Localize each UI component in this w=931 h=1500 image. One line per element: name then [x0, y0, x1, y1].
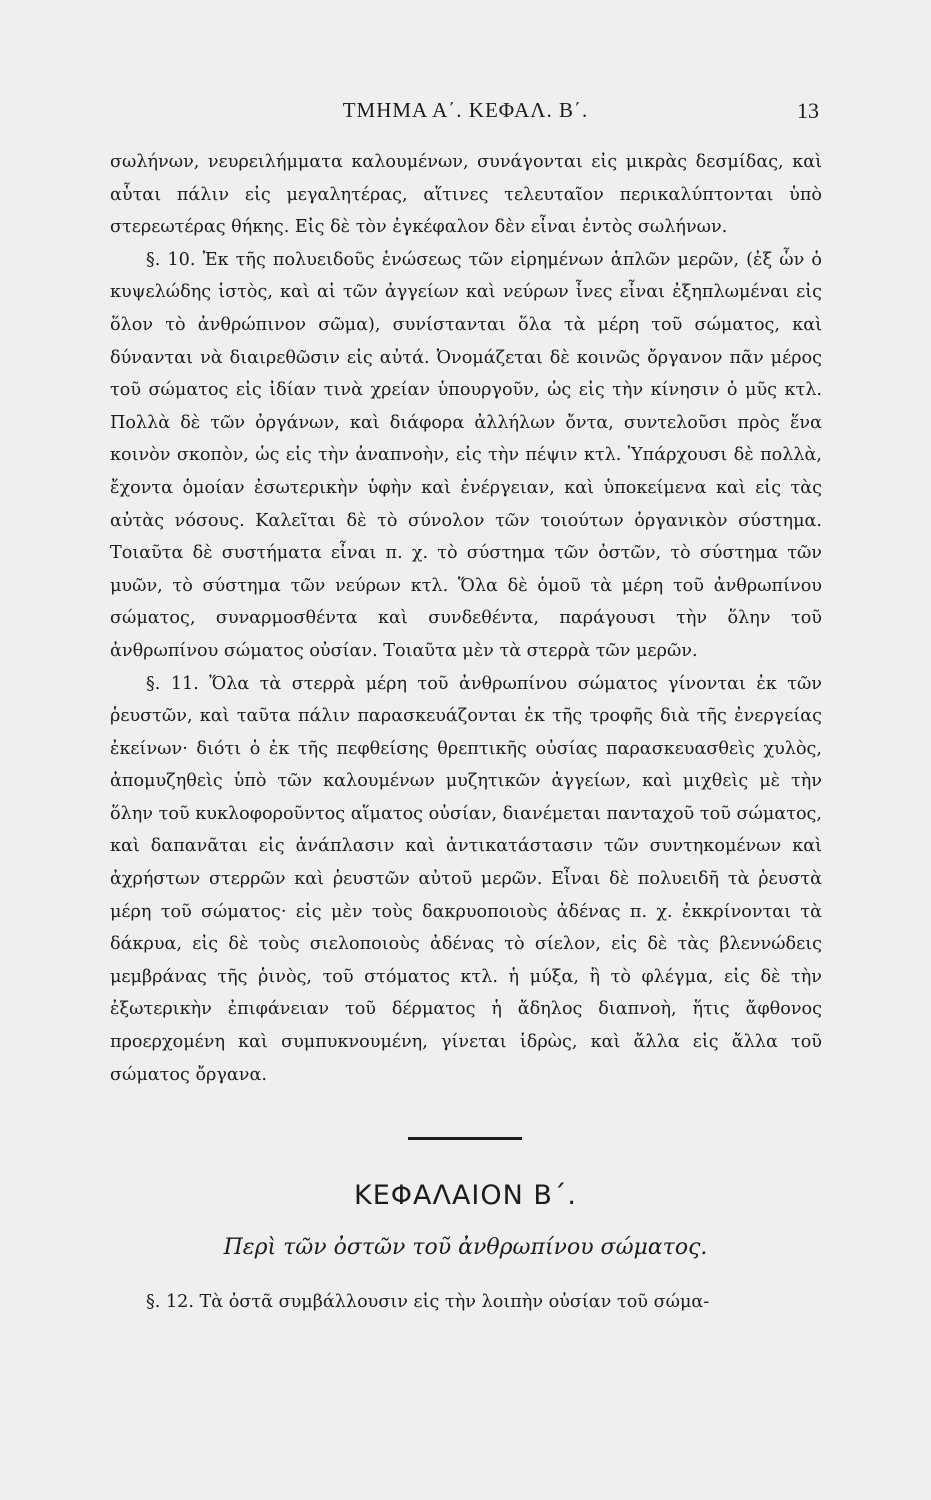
chapter-subtitle: Περὶ τῶν ὀστῶν τοῦ ἀνθρωπίνου σώματος. — [223, 1235, 708, 1260]
running-title: ΤΜΗΜΑ Α΄. ΚΕΦΑΛ. Β΄. — [342, 98, 589, 122]
running-head — [0, 98, 931, 128]
paragraph-section-11: §. 11. Ὅλα τὰ στερρὰ μέρη τοῦ ἀνθρωπίνου σώματος γίνονται ἐκ τῶν ῥευστῶν, καὶ ταῦτα πάλιν παρασκευάζονται ἐκ τῆς τροφῆς διὰ τῆς ἐνεργείας ἐκείνων· διότι ὁ ἐκ τῆς πεφθείσης θρεπτικῆς οὐσίας παρασκευασθεὶς χυλὸς, ἀπομυζηθεὶς ὑπὸ τῶν καλουμένων μυζητικῶν ἀγγείων, καὶ μιχθεὶς μὲ τὴν ὅλην τοῦ κυκλοφοροῦντος αἵματος οὐσίαν, διανέμεται πανταχοῦ τοῦ σώματος, καὶ δαπανᾶται εἰς ἀνάπλασιν καὶ ἀντικατάστασιν τῶν συντηκομένων καὶ ἀχρήστων στερρῶν καὶ ῥευστῶν αὐτοῦ μερῶν. Εἶναι δὲ πολυειδῆ τὰ ῥευστὰ μέρη τοῦ σώματος· εἰς μὲν τοὺς δακρυοποιοὺς ἀδένας π. χ. ἐκκρίνονται τὰ δάκρυα, εἰς δὲ τοὺς σιελοποιοὺς ἀδένας τὸ σίελον, εἰς δὲ τὰς βλεννώδεις μεμβράνας τῆς ῥινὸς, τοῦ στόματος κτλ. ἡ μύξα, ἢ τὸ φλέγμα, εἰς δὲ τὴν ἐξωτερικὴν ἐπιφάνειαν τοῦ δέρματος ἡ ἄδηλος διαπνοὴ, ἥτις ἄφθονος προερχομένη καὶ συμπυκνουμένη, γίνεται ἱδρὼς, καὶ ἄλλα εἰς ἄλλα τοῦ σώματος ὄργανα. — [110, 673, 822, 1085]
page-number: 13 — [797, 98, 819, 123]
paragraph-section-10: §. 10. Ἐκ τῆς πολυειδοῦς ἑνώσεως τῶν εἰρημένων ἁπλῶν μερῶν, (ἐξ ὧν ὁ κυψελώδης ἱστὸς, καὶ αἱ τῶν ἀγγείων καὶ νεύρων ἶνες εἶναι ἐξηπλωμέναι εἰς ὅλον τὸ ἀνθρώπινον σῶμα), συνίστανται ὅλα τὰ μέρη τοῦ σώματος, καὶ δύνανται νὰ διαιρεθῶσιν εἰς αὐτά. Ὀνομάζεται δὲ κοινῶς ὄργανον πᾶν μέρος τοῦ σώματος εἰς ἰδίαν τινὰ χρείαν ὑπουργοῦν, ὡς εἰς τὴν κίνησιν ὁ μῦς κτλ. Πολλὰ δὲ τῶν ὀργάνων, καὶ διάφορα ἀλλήλων ὄντα, συντελοῦσι πρὸς ἕνα κοινὸν σκοπὸν, ὡς εἰς τὴν ἀναπνοὴν, εἰς τὴν πέψιν κτλ. Ὑπάρχουσι δὲ πολλὰ, ἔχοντα ὁμοίαν ἐσωτερικὴν ὑφὴν καὶ ἐνέργειαν, καὶ ὑποκείμενα καὶ εἰς τὰς αὐτὰς νόσους. Καλεῖται δὲ τὸ σύνολον τῶν τοιούτων ὀργανικὸν σύστημα. Τοιαῦτα δὲ συστήματα εἶναι π. χ. τὸ σύστημα τῶν ὀστῶν, τὸ σύστημα τῶν μυῶν, τὸ σύστημα τῶν νεύρων κτλ. Ὅλα δὲ ὁμοῦ τὰ μέρη τοῦ ἀνθρωπίνου σώματος, συναρμοσθέντα καὶ συνδεθέντα, παράγουσι τὴν ὅλην τοῦ ἀνθρωπίνου σώματος οὐσίαν. Τοιαῦτα μὲν τὰ στερρὰ τῶν μερῶν. — [110, 249, 822, 661]
paragraph-continuation: σωλήνων, νευρειλήμματα καλουμένων, συνάγονται εἰς μικρὰς δεσμίδας, καὶ αὗται πάλιν εἰς μεγαλητέρας, αἵτινες τελευταῖον περικαλύπτονται ὑπὸ στερεωτέρας θήκης. Εἰς δὲ τὸν ἐγκέφαλον δὲν εἶναι ἐντὸς σωλήνων. — [110, 152, 822, 238]
chapter-heading: ΚΕΦΑΛΑΙΟΝ Β΄. — [353, 1180, 578, 1211]
chapter-divider-rule — [408, 1137, 522, 1140]
body-text — [110, 146, 822, 1091]
paragraph-section-12: §. 12. Τὰ ὀστᾶ συμβάλλουσιν εἰς τὴν λοιπὴν οὐσίαν τοῦ σώμα- — [146, 1292, 710, 1312]
